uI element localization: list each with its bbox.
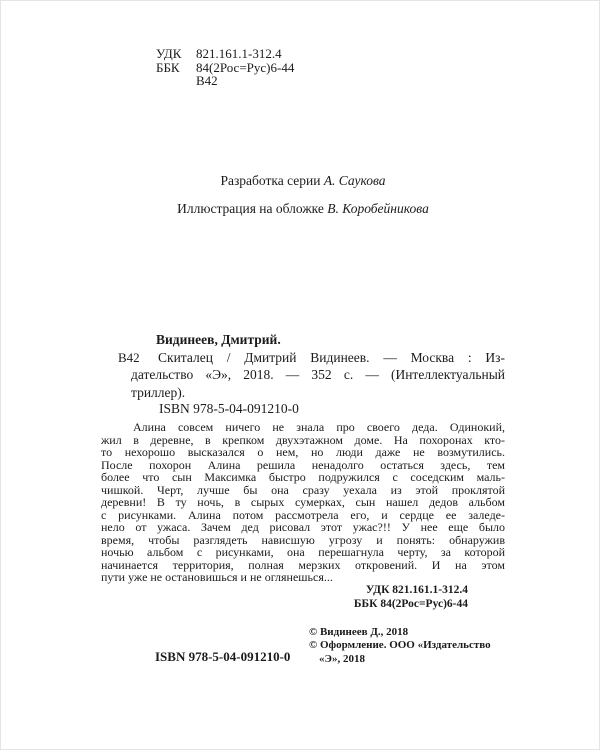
series-credit-label: Разработка серии	[220, 173, 321, 188]
copyright-author: © Видинеев Д., 2018	[309, 626, 409, 638]
udk-label: УДК	[156, 46, 182, 61]
cover-credit	[99, 201, 507, 216]
udk-line	[156, 47, 294, 61]
udk-bottom: УДК 821.161.1-312.4	[365, 584, 468, 596]
annotation-line: жил в деревне, в крепком двухэтажном доме. На похоронах кто-	[101, 432, 505, 447]
description-line: дательство «Э», 2018. — 352 с. — (Интеллектуальный	[131, 367, 505, 383]
author-heading: Видинеев, Дмитрий.	[156, 332, 281, 347]
copyright-block	[309, 626, 514, 666]
bibliographic-description	[131, 349, 505, 401]
card-isbn: ISBN 978-5-04-091210-0	[159, 401, 299, 416]
annotation-line: После похорон Алина решила ненадолго остаться здесь, тем	[101, 457, 505, 472]
cover-credit-label: Иллюстрация на обложке	[177, 201, 324, 216]
annotation-line: время, чтобы разглядеть нависшую угрозу и понять: обнаружив	[101, 532, 505, 547]
author-sign-line	[156, 74, 294, 88]
cover-illustrator-name: В. Коробейникова	[327, 201, 429, 216]
description-line: Скиталец / Дмитрий Видинеев. — Москва : Из-	[158, 350, 505, 365]
series-designer-name: А. Саукова	[323, 173, 386, 188]
isbn-bottom: ISBN 978-5-04-091210-0	[155, 649, 291, 664]
annotation-line: с рисунками. Алина потом рассмотрела его, и сердце ее заледе-	[101, 507, 505, 522]
annotation-line: начинается территория, полная мерзких откровений. И на этом	[101, 557, 505, 572]
author-sign-value: В42	[196, 73, 218, 89]
bbk-label: ББК	[156, 59, 180, 75]
series-credit	[99, 173, 507, 188]
bbk-bottom: ББК 84(2Рос=Рус)6-44	[353, 597, 468, 610]
margin-author-sign: В42	[118, 350, 140, 365]
annotation-text	[101, 421, 505, 584]
annotation-line: Алина совсем ничего не знала про своего деда. Одинокий,	[133, 420, 505, 434]
copyright-publisher: © Оформление. ООО «Издательство «Э», 2018	[309, 639, 491, 665]
bbk-value: 84(2Рос=Рус)6-44	[196, 59, 295, 75]
annotation-line: деревни! В ту ночь, в сырых сумерках, сын нашел дедов альбом	[101, 495, 505, 509]
annotation-line: ночью альбом с рисунками, она перешагнула черту, за которой	[101, 545, 505, 559]
classification-codes-top	[156, 47, 294, 88]
udk-value: 821.161.1-312.4	[196, 46, 282, 61]
description-line: триллер).	[131, 384, 186, 400]
classification-codes-bottom	[268, 584, 468, 611]
bbk-line	[156, 61, 294, 75]
annotation-line: нело от ужаса. Зачем дед рисовал этот ужас?!! У нее еще было	[101, 520, 505, 534]
credits-block	[99, 173, 507, 216]
annotation-line: чишкой. Черт, лучше бы она сразу уехала из этой проклятой	[101, 482, 505, 497]
annotation-line: пути уже не остановишься и не оглянешься...	[101, 570, 333, 584]
annotation-line: то нехорошо высказался о нем, но люди даже не возмутились.	[101, 445, 505, 459]
annotation-line: более что сын Максимка быстро подружился с соседским маль-	[101, 470, 505, 484]
